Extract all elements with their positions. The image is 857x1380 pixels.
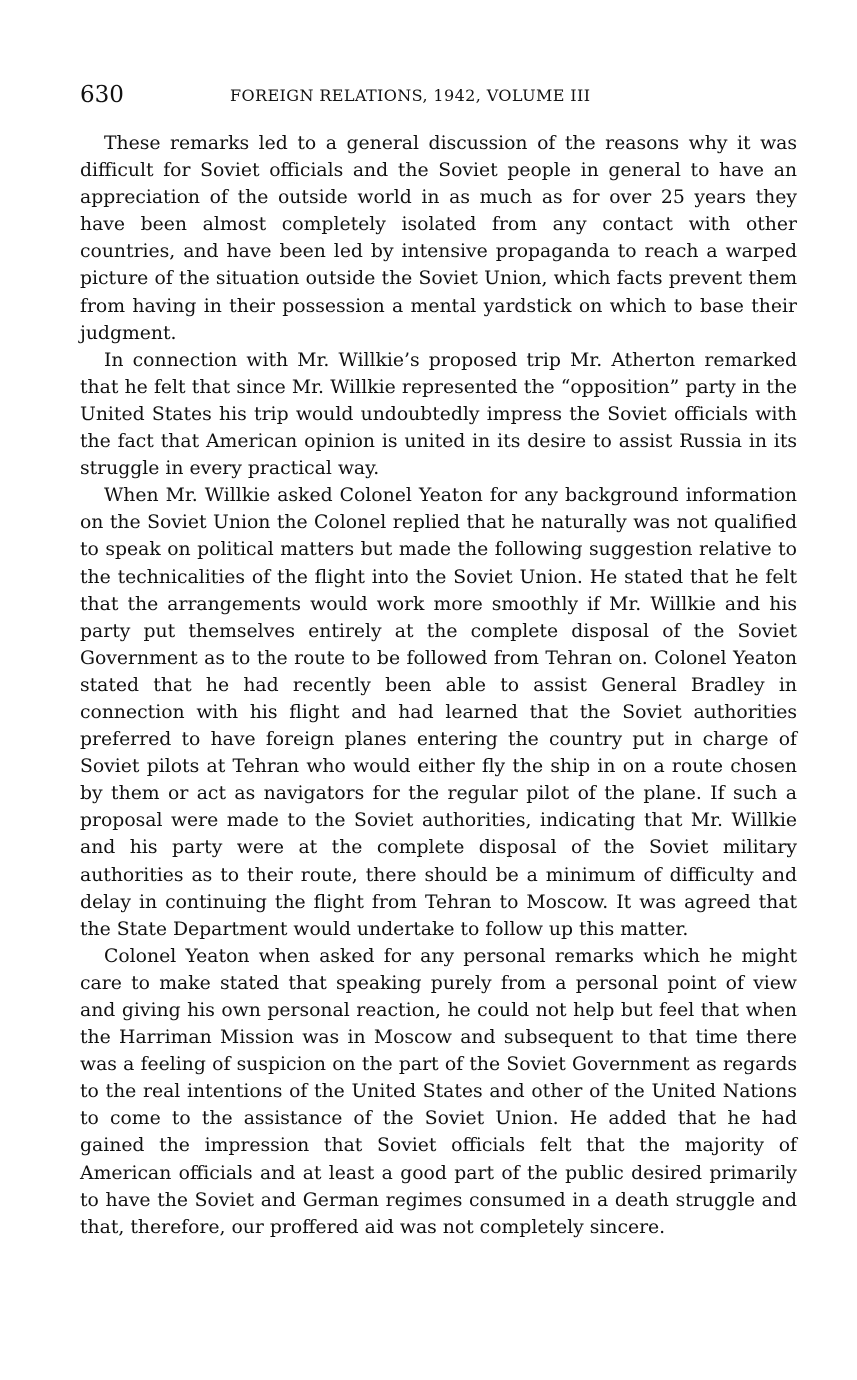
header-title: FOREIGN RELATIONS, 1942, VOLUME III — [230, 86, 591, 105]
page-number: 630 — [80, 82, 124, 108]
paragraph-3: When Mr. Willkie asked Colonel Yeaton for any background information on the Soviet Union the Colonel replied that he naturally was not qualified to speak on political matters but made the following suggestion relative to the technicalities of the flight into the Soviet Union. He stated that he felt that the arrangements would work more smoothly if Mr. Willkie and his party put themselves entirely at the complete disposal of the Soviet Government as to the route to be followed from Tehran on. Colonel Yeaton stated that he had recently been able to assist General Bradley in connection with his flight and had learned that the Soviet authorities preferred to have foreign planes entering the country put in charge of Soviet pilots at Tehran who would either fly the ship in on a route chosen by them or act as navigators for the regular pilot of the plane. If such a proposal were made to the Soviet authorities, indicating that Mr. Willkie and his party were at the complete disposal of the Soviet military authorities as to their route, there should be a minimum of difficulty and delay in continuing the flight from Tehran to Moscow. It was agreed that the State Department would undertake to follow up this matter. — [80, 485, 797, 940]
running-head — [80, 80, 797, 114]
paragraph-1: These remarks led to a general discussion of the reasons why it was difficult for Soviet officials and the Soviet people in general to have an appreciation of the outside world in as much as for over 25 years they have been almost completely isolated from any contact with other countries, and have been led by intensive propaganda to reach a warped picture of the situation outside the Soviet Union, which facts prevent them from having in their possession a mental yardstick on which to base their judgment. — [80, 133, 797, 344]
paragraph-2: In connection with Mr. Willkie’s proposed trip Mr. Atherton remarked that he felt that since Mr. Willkie represented the “opposition” party in the United States his trip would undoubtedly impress the Soviet officials with the fact that American opinion is united in its desire to assist Russia in its struggle in every practical way. — [80, 349, 797, 480]
paragraph-4: Colonel Yeaton when asked for any personal remarks which he might care to make stated that speaking purely from a personal point of view and giving his own personal reaction, he could not help but feel that when the Harriman Mission was in Moscow and subsequent to that time there was a feeling of suspicion on the part of the Soviet Government as regards to the real intentions of the United States and other of the United Nations to come to the assistance of the Soviet Union. He added that he had gained the impression that Soviet officials felt that the majority of American officials and at least a good part of the public desired primarily to have the Soviet and German regimes consumed in a death struggle and that, therefore, our proffered aid was not completely sincere. — [80, 945, 797, 1238]
body-text — [80, 130, 797, 1241]
document-page — [80, 80, 797, 1241]
